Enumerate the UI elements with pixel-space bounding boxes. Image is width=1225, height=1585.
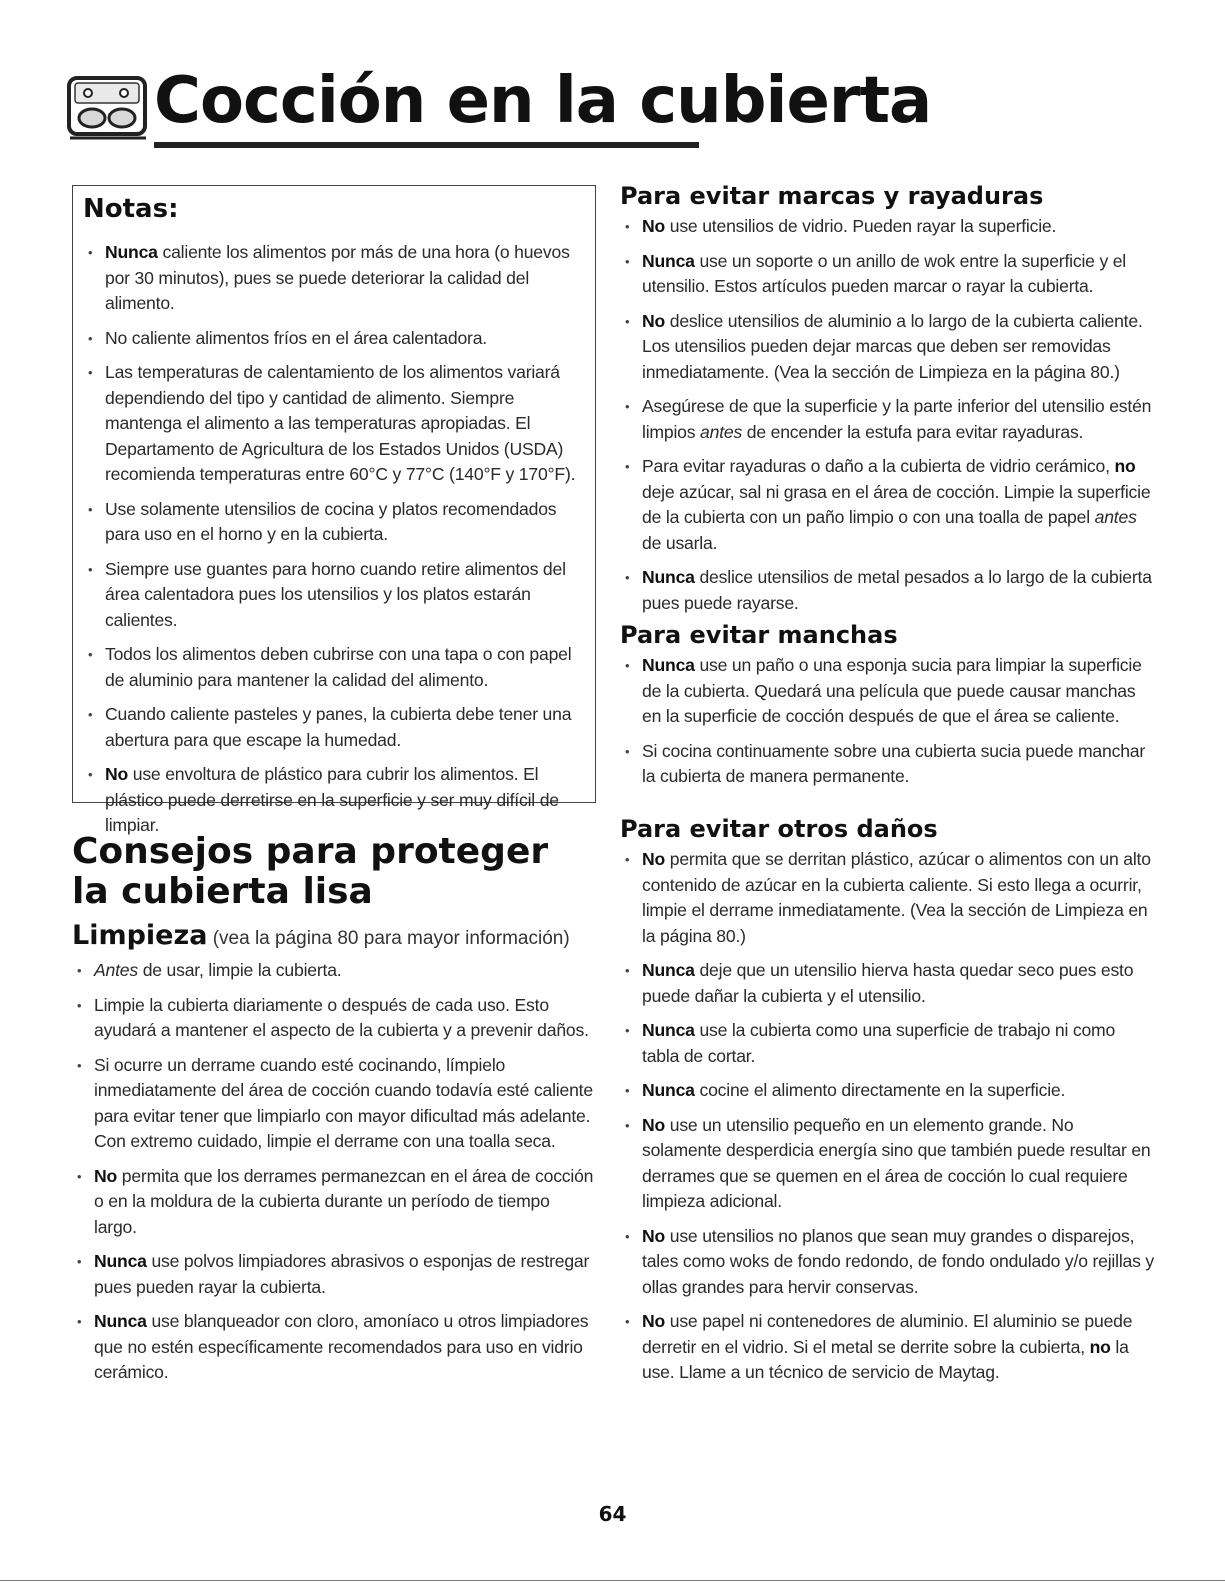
bold-lead: Nunca [105,242,158,262]
item-text: use polvos limpiadores abrasivos o esponjas de restregar pues pueden rayar la cubierta. [94,1251,590,1297]
item-text: use envoltura de plástico para cubrir los alimentos. El plástico puede derretirse en la superficie y ser muy difícil de limpiar. [105,764,559,835]
manchas-section [620,621,1155,799]
marcas-item [620,454,1155,556]
bold-lead: No [642,849,666,869]
bold-lead: No [642,1311,666,1331]
bold-lead: no [1089,1336,1111,1357]
item-text: Use solamente utensilios de cocina y platos recomendados para uso en el horno y en la cubierta. [105,498,557,544]
limpieza-heading [72,920,632,951]
danos-list [620,847,1155,1386]
marcas-title: Para evitar marcas y rayaduras [620,182,1044,210]
limpieza-item [72,1164,596,1241]
marcas-item [620,309,1155,386]
notes-item [83,642,585,693]
item-text: use utensilios no planos que sean muy grandes o disparejos, tales como woks de fondo redondo, de fondo ondulado y/o rejillas y ollas grandes para hervir conservas. [642,1225,1155,1297]
item-text: cocine el alimento directamente en la superficie. [694,1080,1066,1100]
notes-item [83,702,585,753]
item-text: Cuando caliente pasteles y panes, la cubierta debe tener una abertura para que escape la humedad. [105,704,572,750]
item-text: deslice utensilios de aluminio a lo largo de la cubierta caliente. Los utensilios pueden dejar marcas que deben ser removidas inmediatamente. (Vea la sección de Limpieza en la página 80.) [642,310,1143,382]
bold-lead: No [642,310,666,331]
item-text: caliente los alimentos por más de una hora (o huevos por 30 minutos), pues se puede deteriorar la calidad del alimento. [105,242,570,313]
item-text: use papel ni contenedores de aluminio. El aluminio se puede derretir en el vidrio. Si el metal se derrite sobre la cubierta, [642,1311,1133,1357]
item-text: deje que un utensilio hierva hasta quedar seco pues esto puede dañar la cubierta y el utensilio. [642,960,1134,1006]
item-text: deje azúcar, sal ni grasa en el área de cocción. Limpie la superficie de la cubierta con un paño limpio o con una toalla de papel [642,481,1151,527]
notes-box [72,185,596,835]
item-text: de usarla. [642,532,718,553]
limpieza-title: Limpieza [72,920,208,951]
bold-lead: No [642,216,666,236]
italic-text: antes [700,421,743,442]
item-text: Para evitar rayaduras o daño a la cubierta de vidrio cerámico, [642,456,1115,476]
item-text: de encender la estufa para evitar rayaduras. [742,421,1084,442]
limpieza-item [72,1053,596,1155]
bold-lead: Nunca [642,655,695,675]
item-text: de usar, limpie la cubierta. [138,960,342,980]
bold-lead: Nunca [642,1080,695,1100]
notes-item [83,360,585,488]
danos-item [620,1113,1155,1215]
bold-lead: no [1114,456,1136,476]
marcas-item [620,249,1155,300]
danos-item [620,1018,1155,1069]
item-text: deslice utensilios de metal pesados a lo largo de la cubierta pues puede rayarse. [642,567,1152,613]
marcas-item [620,394,1155,445]
bold-lead: Nunca [642,1020,695,1040]
item-text: use blanqueador con cloro, amoníaco u otros limpiadores que no estén específicamente recomendados para uso en vidrio cerámico. [94,1311,589,1382]
limpieza-item [72,1309,596,1386]
bold-lead: No [642,1114,666,1135]
page-title: Cocción en la cubierta [154,64,932,138]
danos-item [620,1224,1155,1301]
bold-lead: Nunca [642,250,695,271]
manchas-list [620,653,1155,790]
notes-item [83,326,585,352]
item-text: Todos los alimentos deben cubrirse con una tapa o con papel de aluminio para mantener la calidad del alimento. [105,644,572,690]
consejos-title-line1: Consejos para proteger [72,831,549,872]
danos-item [620,1309,1155,1386]
notes-title: Notas: [83,194,179,224]
notes-item [83,240,585,317]
limpieza-list [72,958,596,1386]
section-title-consejos [72,832,596,912]
bold-lead: No [105,764,129,784]
notes-item [83,762,585,839]
danos-section [620,815,1155,1395]
item-text: use un paño o una esponja sucia para limpiar la superficie de la cubierta. Quedará una película que puede causar manchas en la superficie de cocción después de que el área se caliente. [642,655,1142,726]
limpieza-item [72,958,596,984]
bold-lead: Nunca [642,567,695,587]
danos-item [620,958,1155,1009]
limpieza-item [72,993,596,1044]
item-text: Si cocina continuamente sobre una cubierta sucia puede manchar la cubierta de manera permanente. [642,740,1146,786]
item-text: Si ocurre un derrame cuando esté cocinando, límpielo inmediatamente del área de cocción cuando todavía esté caliente para evitar tener que limpiarlo con mayor dificultad más adelante. Con extremo cuidado, limpie el derrame con una toalla seca. [94,1054,593,1151]
cooktop-icon [66,74,150,140]
item-text: Asegúrese de que la superficie y la parte inferior del utensilio estén limpios [642,396,1152,442]
item-text: use un utensilio pequeño en un elemento grande. No solamente desperdicia energía sino que también puede resultar en derrames que se quemen en el área de cocción lo cual requiere limpieza adicional. [642,1114,1151,1211]
italic-text: antes [1094,507,1137,527]
item-text: No caliente alimentos fríos en el área calentadora. [105,327,487,348]
manchas-title: Para evitar manchas [620,621,898,649]
bold-lead: Nunca [94,1251,147,1271]
bold-lead: Nunca [642,960,695,980]
item-text: use utensilios de vidrio. Pueden rayar la superficie. [665,216,1057,236]
marcas-list [620,214,1155,616]
item-text: Siempre use guantes para horno cuando retire alimentos del área calentadora pues los utensilios y los platos estarán calientes. [105,558,566,630]
danos-item [620,1078,1155,1104]
italic-lead: Antes [94,960,138,980]
notes-item [83,497,585,548]
bold-lead: Nunca [94,1311,147,1331]
marcas-section [620,182,1155,625]
marcas-item [620,214,1155,240]
page-number: 64 [598,1502,627,1526]
consejos-title-line2: la cubierta lisa [72,871,373,912]
item-text: Las temperaturas de calentamiento de los alimentos variará dependiendo del tipo y cantidad de alimento. Siempre mantenga el alimento a las temperaturas apropiadas. El Departamento de Agricultura de los Estados Unidos (USDA) recomienda temperaturas entre 60°C y 77°C (140°F y 170°F). [105,362,576,484]
item-text: use la cubierta como una superficie de trabajo ni como tabla de cortar. [642,1020,1116,1066]
manchas-item [620,739,1155,790]
item-text: Limpie la cubierta diariamente o después de cada uso. Esto ayudará a mantener el aspecto de la cubierta y a prevenir daños. [94,994,589,1040]
danos-title: Para evitar otros daños [620,815,938,843]
item-text: permita que se derritan plástico, azúcar o alimentos con un alto contenido de azúcar en la cubierta caliente. Si esto llega a ocurrir, limpie el derrame inmediatamente. (Vea la sección de Limpieza en la página 80.) [642,849,1151,946]
manchas-item [620,653,1155,730]
notes-list [83,240,585,839]
limpieza-section [72,958,596,1395]
bold-lead: No [642,1225,666,1246]
page-header [66,60,932,150]
title-underline [154,142,699,148]
bold-lead: No [94,1165,118,1186]
item-text: use un soporte o un anillo de wok entre la superficie y el utensilio. Estos artículos pueden marcar o rayar la cubierta. [642,250,1127,296]
item-text: permita que los derrames permanezcan en el área de cocción o en la moldura de la cubierta durante un período de tiempo largo. [94,1165,594,1237]
marcas-item [620,565,1155,616]
limpieza-item [72,1249,596,1300]
item-text: la use. Llame a un técnico de servicio de Maytag. [642,1336,1129,1382]
notes-item [83,557,585,634]
limpieza-note: (vea la página 80 para mayor información) [207,928,570,949]
danos-item [620,847,1155,949]
bottom-edge-line [0,1580,1225,1581]
